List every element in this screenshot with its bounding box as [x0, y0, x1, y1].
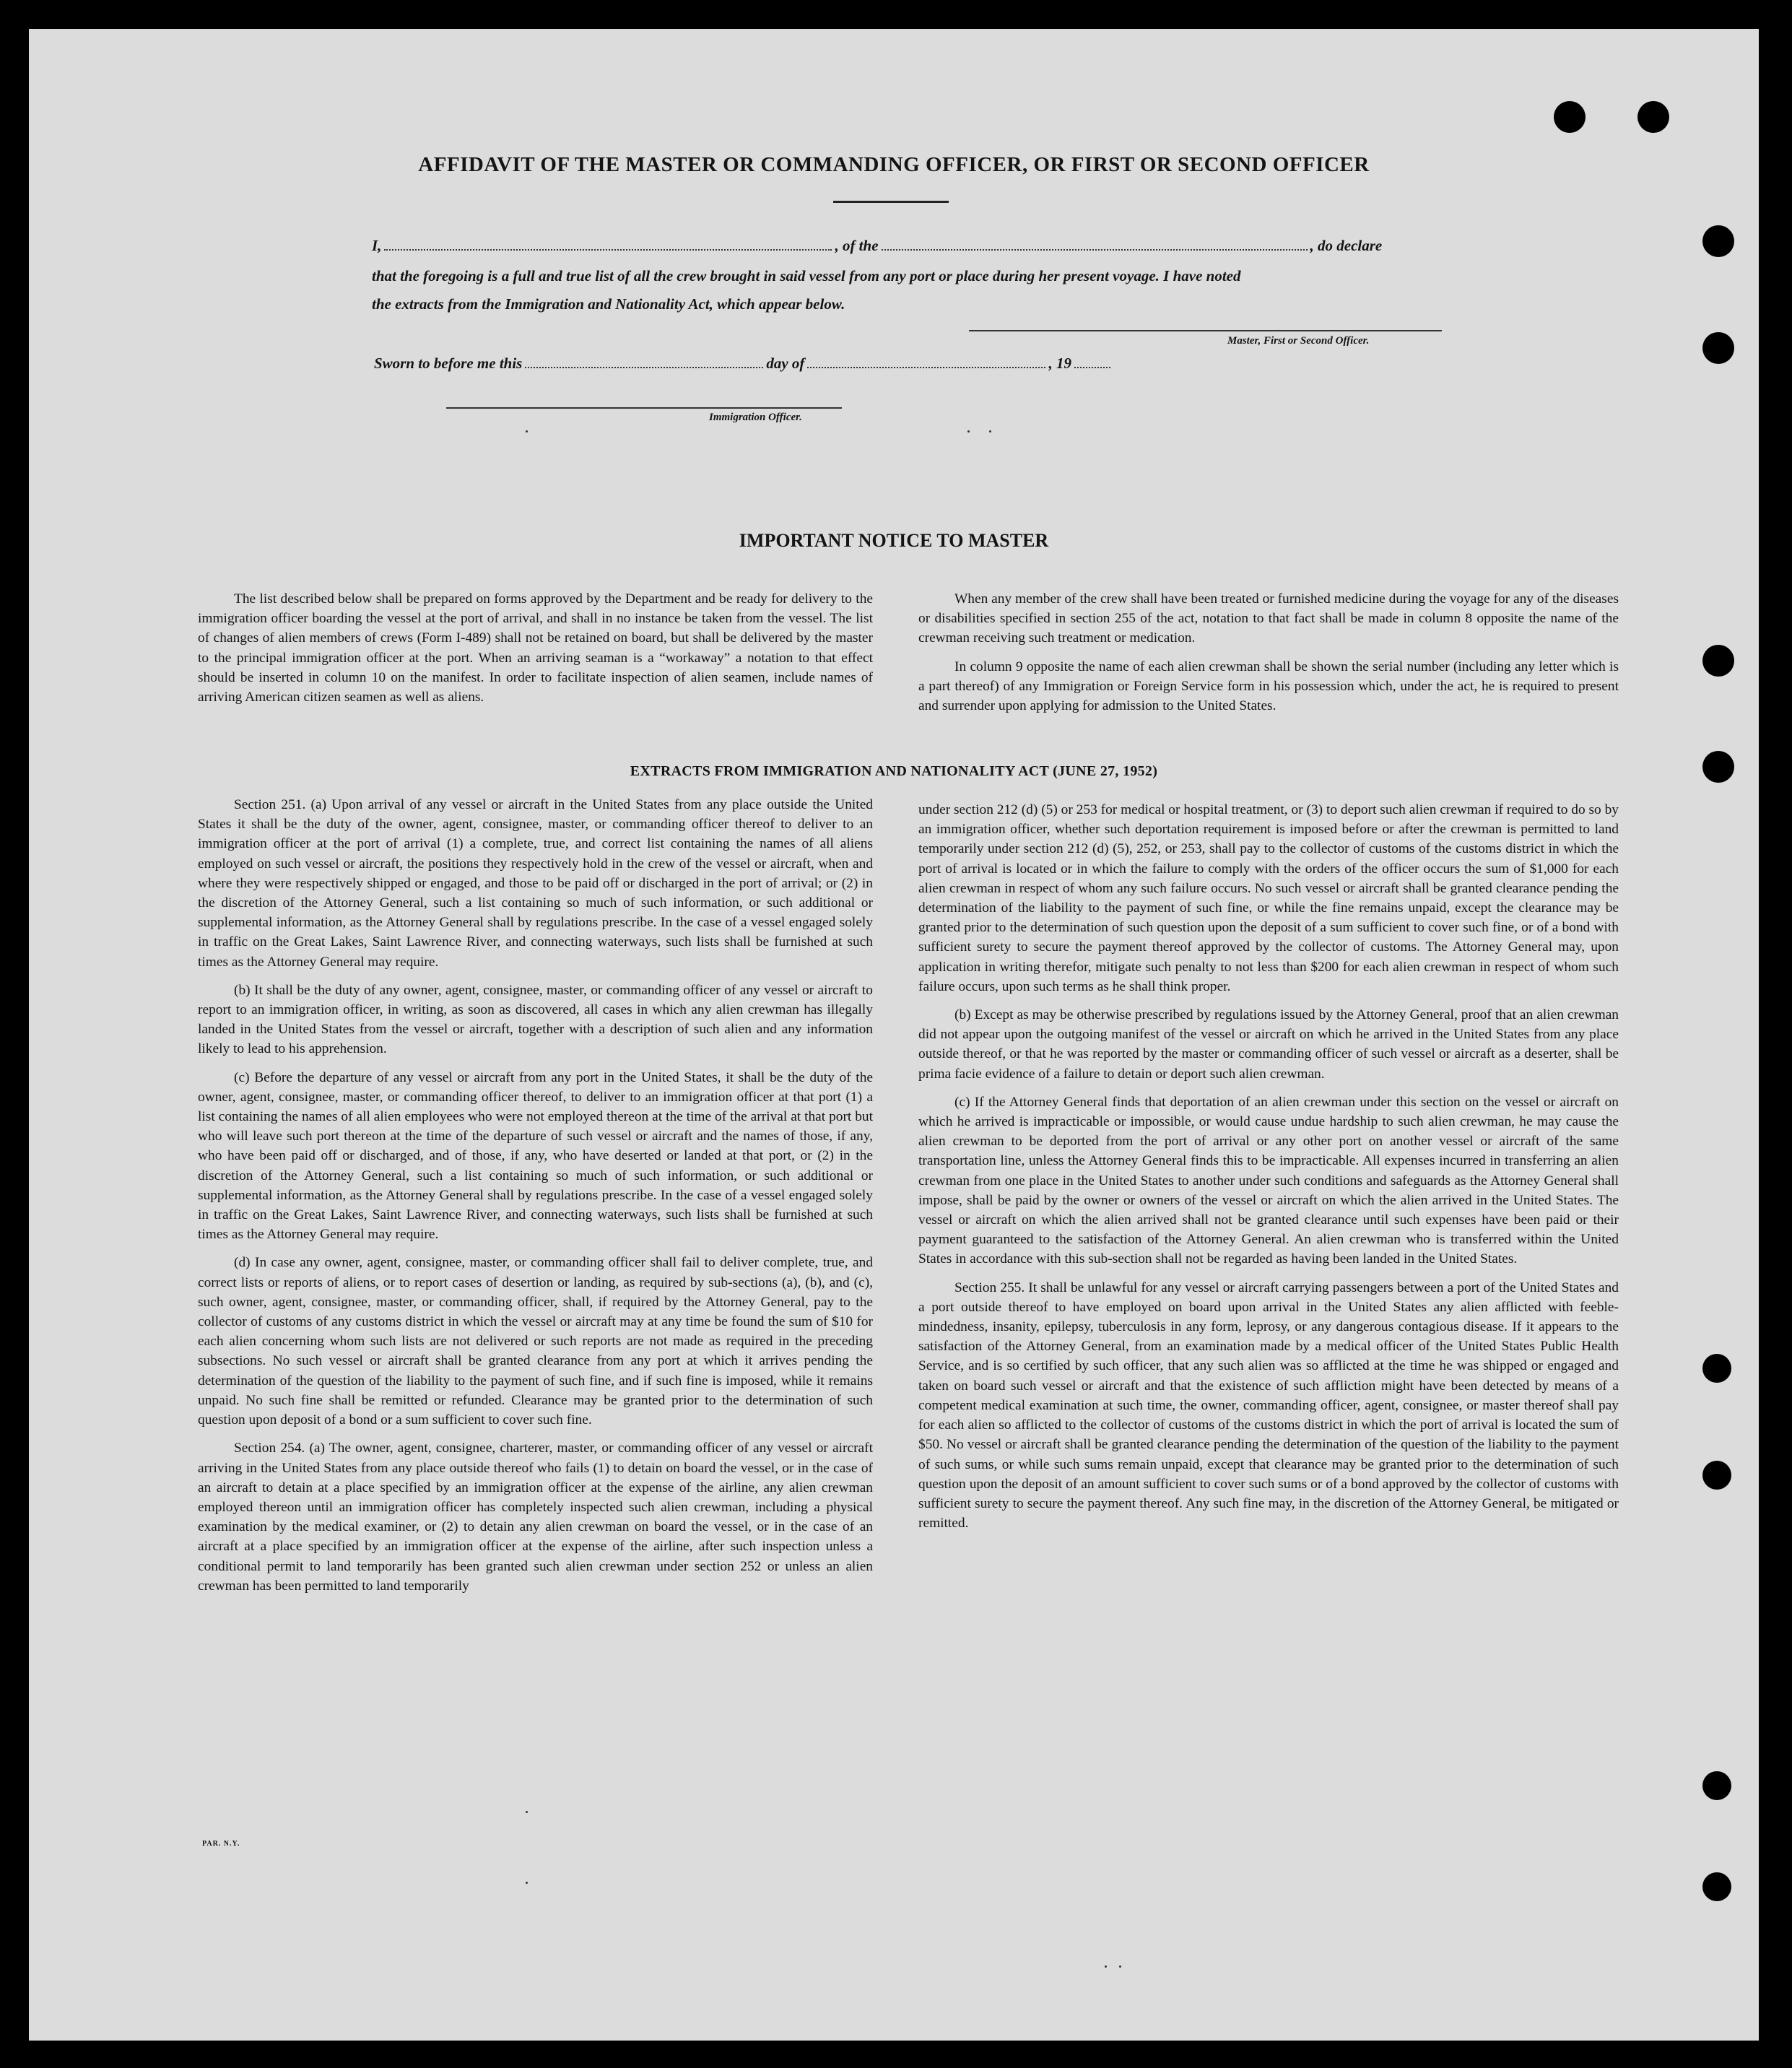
officer-signature-label: Immigration Officer. [709, 412, 802, 423]
declaration-line-1 [372, 237, 1484, 255]
sworn-year: , 19 [1048, 355, 1071, 372]
speck [526, 1882, 528, 1884]
extracts-title: EXTRACTS FROM IMMIGRATION AND NATIONALITY ACT (JUNE 27, 1952) [630, 763, 1158, 779]
declaration-line-3: the extracts from the Immigration and Nationality Act, which appear below. [372, 295, 845, 313]
speck [526, 430, 528, 433]
punch-hole [1702, 1354, 1731, 1383]
declaration-of-the: , of the [835, 237, 879, 254]
sworn-day-of: day of [766, 355, 805, 372]
sworn-month-blank[interactable] [807, 364, 1045, 368]
notice-right-column [918, 589, 1619, 724]
speck [967, 430, 970, 433]
declaration-i: I, [372, 237, 382, 254]
sworn-year-blank[interactable] [1074, 364, 1110, 368]
notice-left-paragraph: The list described below shall be prepared on forms approved by the Department and be ready for delivery to the immigration officer boarding the vessel at the port of arrival, and shall in no instance be taken from the vessel. The list of changes of alien members of crews (Form I-489) shall not be retained on board, but shall be delivered by the master to the principal immigration officer at the port. When an arriving seaman is a “workaway” a notation to that effect should be inserted in column 10 on the manifest. In order to facilitate inspection of alien seamen, include names of arriving American citizen seamen as well as aliens. [198, 591, 873, 705]
section-254-a-continued: under section 212 (d) (5) or 253 for medical or hospital treatment, or (3) to deport such alien crewman if required to do so by an immigration officer, whether such deportation requirement is imposed before or after the crewman is permitted to land temporarily under section 212 (d) (5), 252, or 253, shall pay to the collector of customs of the customs district in which the port of arrival is located or in which the failure to comply with the orders of the officer occurs the sum of $1,000 for each alien crewman in respect of whom any such failure occurs. No such vessel or aircraft shall be granted clearance pending the determination of the liability to the payment of such fine, or while the fine remains unpaid, except the clearance may be granted prior to the determination of such question upon the deposit of a sum sufficient to cover such fine, or of a bond with sufficient surety to secure the payment thereof approved by the collector of customs. The Attorney General may, upon application in writing therefor, mitigate such penalty to not less than $200 for each alien crewman in respect of whom such failure occurs, upon such terms as he shall think proper. [918, 802, 1619, 994]
punch-hole [1702, 225, 1734, 257]
sworn-day-blank[interactable] [525, 364, 763, 368]
notice-right-paragraph-1: When any member of the crew shall have been treated or furnished medicine during the voyage for any of the diseases or disabilities specified in section 255 of the act, notation to that fact shall be made in column 8 opposite the name of the crewman receiving such treatment or medication. [918, 591, 1619, 646]
name-blank[interactable] [384, 246, 832, 251]
punch-hole [1702, 1771, 1731, 1800]
speck [989, 430, 991, 433]
notice-title: IMPORTANT NOTICE TO MASTER [739, 530, 1049, 551]
speck [1119, 1965, 1121, 1968]
master-signature-line[interactable] [969, 330, 1442, 331]
speck [526, 1811, 528, 1813]
punch-hole [1702, 332, 1734, 364]
section-254-a: Section 254. (a) The owner, agent, consignee, charterer, master, or commanding officer of any vessel or aircraft arriving in the United States from any place outside thereof who fails (1) to detain on board the vessel, or in the case of an aircraft to detain at a place specified by an immigration officer at the expense of the airline, any alien crewman employed thereon until an immigration officer has completely inspected such alien crewman, including a physical examination by the medical examiner, or (2) to detain any alien crewman on board the vessel, or in the case of an aircraft at a place specified by an immigration officer at the expense of the airline, after such inspection unless a conditional permit to land temporarily has been granted such alien crewman under section 252 or unless an alien crewman has been permitted to land temporarily [198, 1441, 873, 1594]
printer-mark: PAR. N.Y. [202, 1840, 240, 1848]
title-underline [833, 201, 949, 203]
section-254-b: (b) Except as may be otherwise prescribed by regulations issued by the Attorney General, proof that an alien crewman did not appear upon the outgoing manifest of the vessel or aircraft on which he arrived in the United States from any place outside thereof, or that he was reported by the master or commanding officer of such vessel or aircraft as a deserter, shall be prima facie evidence of a failure to detain or deport such alien crewman. [918, 1007, 1619, 1082]
extracts-left-column [198, 795, 873, 1604]
speck [1105, 1965, 1107, 1968]
notice-left-column [198, 589, 873, 716]
section-251-d: (d) In case any owner, agent, consignee, master, or commanding officer shall fail to deliver complete, true, and correct lists or reports of aliens, or to report cases of desertion or landing, as required by sub-sections (a), (b), and (c), such owner, agent, consignee, master, or commanding officer, shall, if required by the Attorney General, pay to the collector of customs of any customs district in which the vessel or aircraft may at any time be found the sum of $10 for each alien concerning whom such lists are not delivered or such reports are not made as required in the preceding subsections. No such vessel or aircraft shall be granted clearance from any port at which it arrives pending the determination of the question of the liability to the payment of such fine, and if such fine is imposed, while it remains unpaid. No such fine shall be remitted or refunded. Clearance may be granted prior to the determination of such question upon deposit of a bond or a sum sufficient to cover such fine. [198, 1255, 873, 1428]
officer-signature-line[interactable] [446, 407, 842, 409]
punch-hole [1702, 751, 1734, 783]
affidavit-title: AFFIDAVIT OF THE MASTER OR COMMANDING OFFICER, OR FIRST OR SECOND OFFICER [418, 153, 1370, 176]
punch-hole [1702, 1461, 1731, 1490]
form-page [29, 29, 1759, 2041]
extracts-right-column [918, 800, 1619, 1542]
punch-hole [1554, 101, 1586, 133]
section-255: Section 255. It shall be unlawful for any vessel or aircraft carrying passengers between a port of the United States and a port outside thereof to have employed on board upon arrival in the United States any alien afflicted with feeble-mindedness, insanity, epilepsy, tuberculosis in any form, leprosy, or any dangerous contagious disease. If it appears to the satisfaction of the Attorney General, from an examination made by a medical officer of the United States Public Health Service, and is so certified by such officer, that any such alien was so afflicted at the time he was shipped or engaged and taken on board such vessel or aircraft and that the existence of such affliction might have been detected by means of a competent medical examination at such time, the owner, commanding officer, agent, consignee, or master thereof shall pay for each alien so afflicted to the collector of customs of the customs district in which the port of arrival is located the sum of $50. No vessel or aircraft shall be granted clearance pending the determination of the question of the liability to the payment of such sums, or while such sums remain unpaid, except that clearance may be granted prior to the determination of such question upon the deposit of an amount sufficient to cover such sums or of a bond approved by the collector of customs with sufficient surety to secure the payment thereof. Any such fine may, in the discretion of the Attorney General, be mitigated or remitted. [918, 1280, 1619, 1532]
sworn-line [374, 355, 1240, 373]
master-signature-label: Master, First or Second Officer. [1227, 335, 1370, 347]
sworn-prefix: Sworn to before me this [374, 355, 523, 372]
punch-hole [1637, 101, 1669, 133]
declaration-do-declare: , do declare [1310, 237, 1383, 254]
punch-hole [1702, 645, 1734, 677]
section-254-c: (c) If the Attorney General finds that deportation of an alien crewman under this section on the vessel or aircraft on which he arrived is impracticable or impossible, or would cause undue hardship to such alien crewman, he may cause the alien crewman to be deported from the port of arrival or any other port on another vessel or aircraft of the same transportation line, unless the Attorney General finds this to be impracticable. All expenses incurred in transferring an alien crewman from one place in the United States to another under such conditions and safeguards as the Attorney General shall impose, shall be paid by the owner or owners of the vessel or aircraft on which the alien arrived in the United States. The vessel or aircraft on which the alien arrived shall not be granted clearance until such expenses have been paid or their payment guaranteed to the satisfaction of the Attorney General. An alien crewman who is transferred within the United States in accordance with this sub-section shall not be regarded as having been landed in the United States. [918, 1094, 1619, 1267]
punch-hole [1702, 1872, 1731, 1901]
declaration-line-2: that the foregoing is a full and true list of all the crew brought in said vessel from any port or place during her present voyage. I have noted [372, 267, 1241, 284]
notice-right-paragraph-2: In column 9 opposite the name of each alien crewman shall be shown the serial number (including any letter which is a part thereof) of any Immigration or Foreign Service form in his possession which, under the act, he is required to present and surrender upon applying for admission to the United States. [918, 659, 1619, 714]
section-251-b: (b) It shall be the duty of any owner, agent, consignee, master, or commanding officer of any vessel or aircraft to report to an immigration officer, in writing, as soon as discovered, all cases in which any alien crewman has illegally landed in the United States from the vessel or aircraft, together with a description of such alien and any information likely to lead to his apprehension. [198, 982, 873, 1057]
section-251-a: Section 251. (a) Upon arrival of any vessel or aircraft in the United States from any place outside the United States it shall be the duty of the owner, agent, consignee, master, or commanding officer thereof to deliver to an immigration officer at the port of arrival (1) a complete, true, and correct list containing the names of all aliens employed on such vessel or aircraft, the positions they respectively hold in the crew of the vessel or aircraft, when and where they were respectively shipped or engaged, and those to be paid off or discharged in the port of arrival; or (2) in the discretion of the Attorney General, such a list containing so much of such information, or such additional or supplemental information, as the Attorney General shall by regulations prescribe. In the case of a vessel engaged solely in traffic on the Great Lakes, Saint Lawrence River, and connecting waterways, such lists shall be furnished at such times as the Attorney General may require. [198, 797, 873, 970]
vessel-blank[interactable] [882, 246, 1308, 251]
section-251-c: (c) Before the departure of any vessel or aircraft from any port in the United States, it shall be the duty of the owner, agent, consignee, master, or commanding officer thereof, to deliver to an immigration officer at that port (1) a list containing the names of all alien employees who were not employed thereon at the time of the arrival at that port but who will leave such port thereon at the time of the departure of such vessel or aircraft and the names of those, if any, who have been paid off or discharged, and of those, if any, who have deserted or landed at that port, or (2) in the discretion of the Attorney General, such a list containing so much of such information, or such additional or supplemental information, as the Attorney General shall by regulations prescribe. In the case of a vessel engaged solely in traffic on the Great Lakes, Saint Lawrence River, and connecting waterways, such lists shall be furnished at such times as the Attorney General may require. [198, 1069, 873, 1243]
